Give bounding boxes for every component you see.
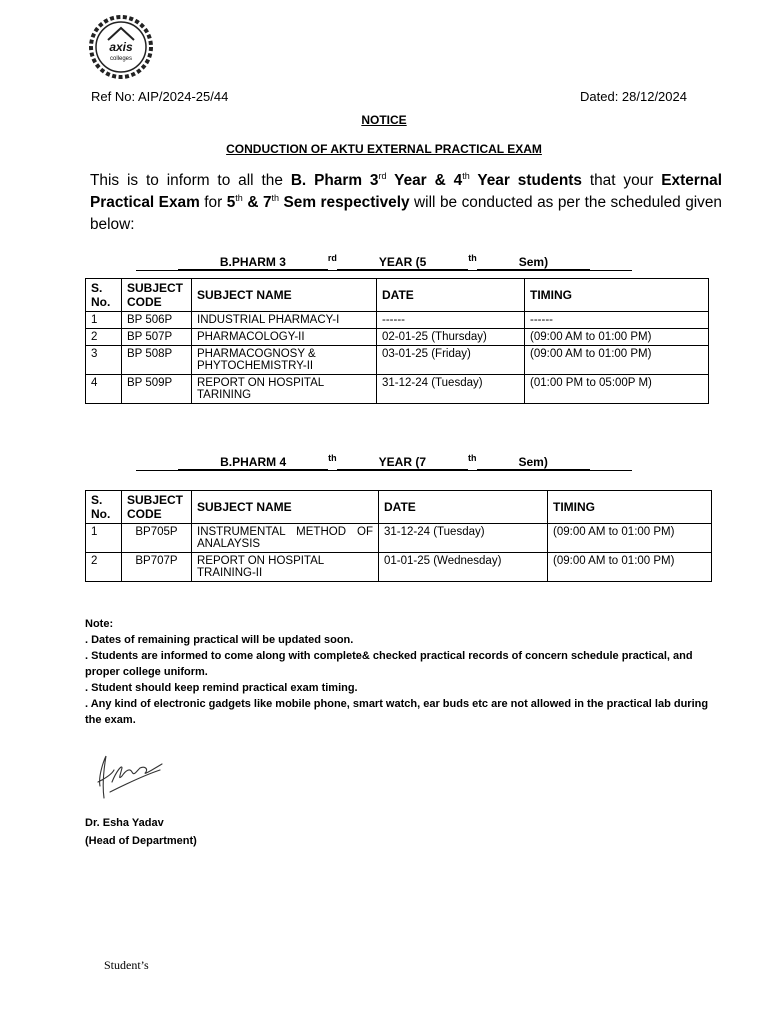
signer-block — [85, 814, 197, 850]
header-date: DATE — [379, 491, 548, 524]
ref-number: Ref No: AIP/2024-25/44 — [91, 89, 229, 104]
notes-title: Note: — [85, 618, 114, 630]
cell-code: BP707P — [122, 553, 192, 582]
cell-code: BP705P — [122, 524, 192, 553]
cell-code: BP 508P — [122, 346, 192, 375]
cell-name: REPORT ON HOSPITAL TRAINING-II — [192, 553, 379, 582]
header-sno: S. No. — [86, 491, 122, 524]
header-timing: TIMING — [548, 491, 712, 524]
date-issued: Dated: 28/12/2024 — [580, 89, 687, 104]
cell-code: BP 507P — [122, 329, 192, 346]
header-name: SUBJECT NAME — [192, 491, 379, 524]
cell-sno: 1 — [86, 524, 122, 553]
students-footer: Student’s — [104, 958, 149, 972]
logo-sub: colleges — [109, 56, 133, 62]
table-row — [86, 375, 709, 404]
college-logo — [88, 14, 154, 80]
cell-timing: (09:00 AM to 01:00 PM) — [525, 329, 709, 346]
cell-timing: (09:00 AM to 01:00 PM) — [548, 553, 712, 582]
cell-name: INSTRUMENTAL METHOD OF ANALAYSIS — [192, 524, 379, 553]
cell-name: PHARMACOLOGY-II — [192, 329, 377, 346]
note-item: . Students are informed to come along with complete& checked practical records of concern schedule practical, and proper college uniform. — [85, 650, 693, 678]
signer-name: Dr. Esha Yadav — [85, 817, 164, 829]
table-row — [86, 312, 709, 329]
cell-code: BP 509P — [122, 375, 192, 404]
cell-sno: 3 — [86, 346, 122, 375]
cell-timing: (09:00 AM to 01:00 PM) — [548, 524, 712, 553]
table-header-row — [86, 491, 712, 524]
cell-timing: (09:00 AM to 01:00 PM) — [525, 346, 709, 375]
schedule-table-3rd-year — [85, 278, 709, 404]
intro-paragraph: This is to inform to all the B. Pharm 3rd Year & 4th Year students that your External Practical Exam for 5th & 7th Sem respectively will be conducted as per the scheduled given below: — [90, 170, 723, 233]
table-row — [86, 329, 709, 346]
cell-sno: 1 — [86, 312, 122, 329]
cell-date: 03-01-25 (Friday) — [377, 346, 525, 375]
cell-date: ------ — [377, 312, 525, 329]
cell-sno: 2 — [86, 329, 122, 346]
header-sno: S. No. — [86, 279, 122, 312]
table-header-row — [86, 279, 709, 312]
note-item: . Student should keep remind practical exam timing. — [85, 682, 358, 694]
subject-title: CONDUCTION OF AKTU EXTERNAL PRACTICAL EXAM — [226, 142, 542, 156]
cell-timing: (01:00 PM to 05:00P M) — [525, 375, 709, 404]
cell-name: PHARMACOGNOSY & PHYTOCHEMISTRY-II — [192, 346, 377, 375]
cell-date: 02-01-25 (Thursday) — [377, 329, 525, 346]
cell-name: INDUSTRIAL PHARMACY-I — [192, 312, 377, 329]
header-name: SUBJECT NAME — [192, 279, 377, 312]
signer-role: (Head of Department) — [85, 835, 197, 847]
cell-code: BP 506P — [122, 312, 192, 329]
header-timing: TIMING — [525, 279, 709, 312]
header-code: SUBJECT CODE — [122, 491, 192, 524]
cell-sno: 2 — [86, 553, 122, 582]
table-row — [86, 553, 712, 582]
table2-caption: B.PHARM 4 $^{th}$ YEAR (7 $^{th}$ Sem) — [0, 455, 768, 471]
note-item: . Dates of remaining practical will be updated soon. — [85, 634, 354, 646]
cell-date: 31-12-24 (Tuesday) — [379, 524, 548, 553]
cell-sno: 4 — [86, 375, 122, 404]
notice-title: NOTICE — [361, 113, 407, 127]
table-row — [86, 346, 709, 375]
cell-date: 31-12-24 (Tuesday) — [377, 375, 525, 404]
cell-date: 01-01-25 (Wednesday) — [379, 553, 548, 582]
schedule-table-4th-year — [85, 490, 712, 582]
signature-image — [92, 746, 164, 802]
cell-timing: ------ — [525, 312, 709, 329]
table1-caption: B.PHARM 3 $^{rd}$ YEAR (5 $^{th}$ Sem) — [0, 255, 768, 271]
notes-section — [85, 616, 715, 728]
note-item: . Any kind of electronic gadgets like mobile phone, smart watch, ear buds etc are not allowed in the practical lab during the exam. — [85, 698, 709, 726]
header-code: SUBJECT CODE — [122, 279, 192, 312]
table-row — [86, 524, 712, 553]
cell-name: REPORT ON HOSPITAL TARINING — [192, 375, 377, 404]
header-date: DATE — [377, 279, 525, 312]
logo-brand: axis — [109, 40, 133, 54]
